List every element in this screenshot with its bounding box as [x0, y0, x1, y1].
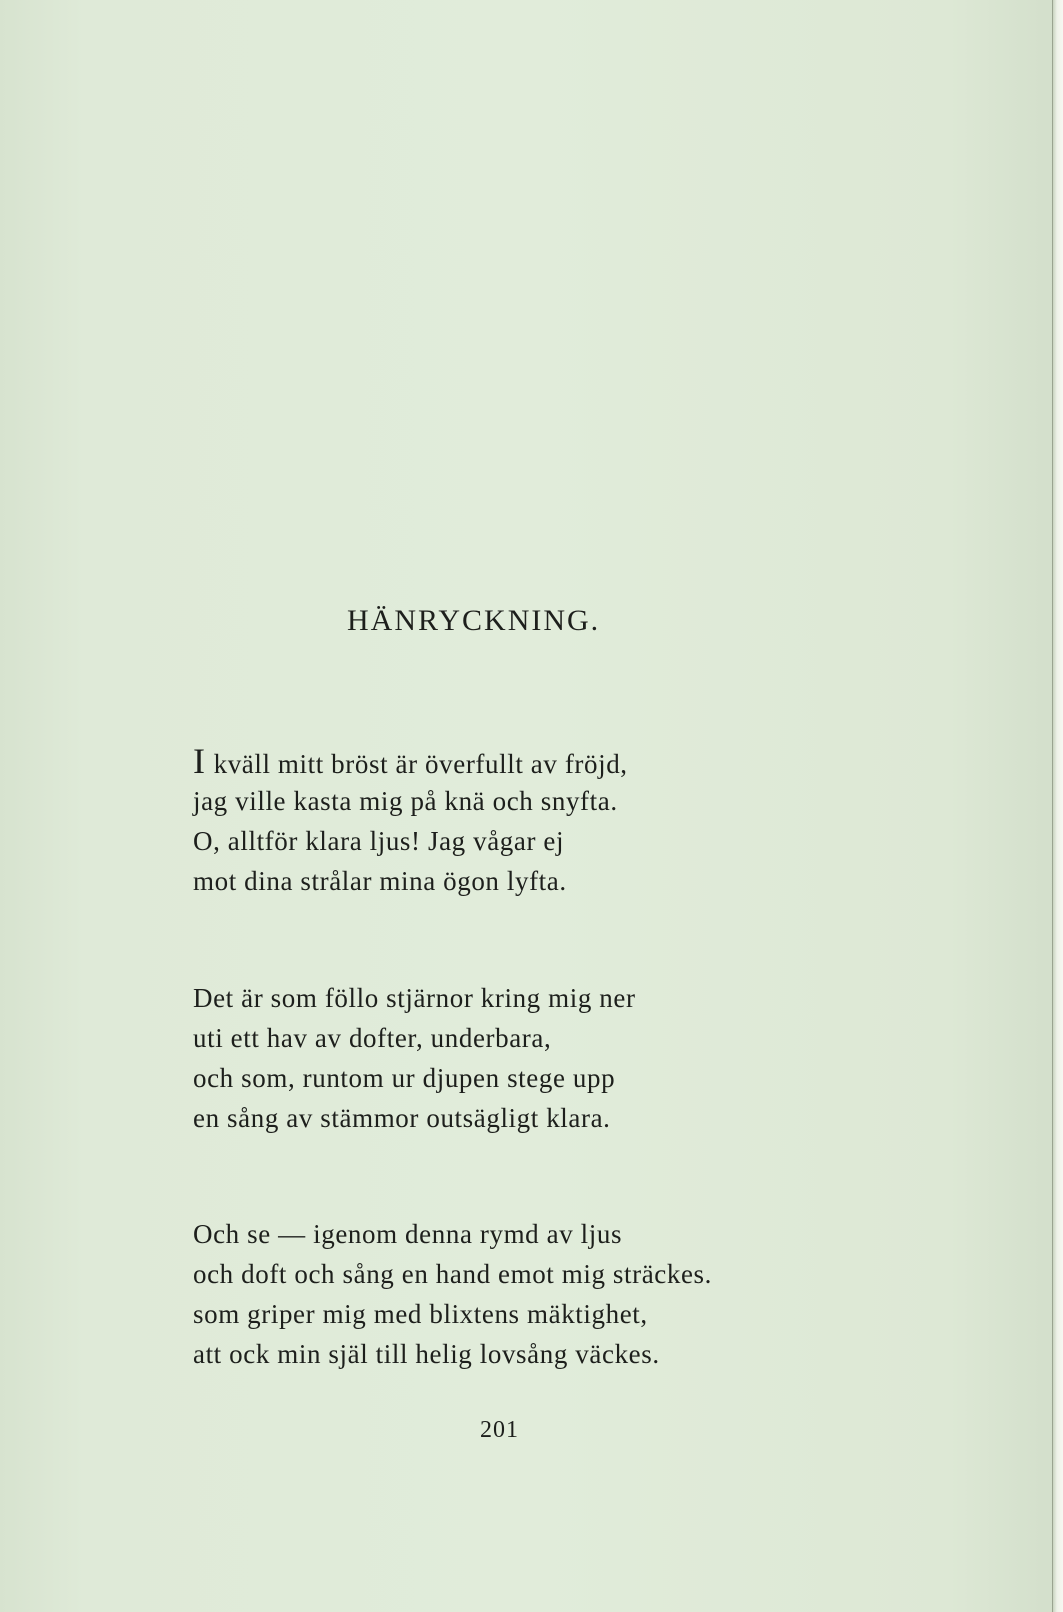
poem-line: som griper mig med blixtens mäktighet,	[193, 1299, 648, 1329]
poem-line: att ock min själ till helig lovsång väckes.	[193, 1339, 660, 1369]
page-number: 201	[480, 1417, 519, 1443]
poem-line: Det är som föllo stjärnor kring mig ner	[193, 983, 636, 1013]
poem-line: O, alltför klara ljus! Jag vågar ej	[193, 826, 565, 856]
poem-line: och som, runtom ur djupen stege upp	[193, 1063, 616, 1093]
poem-line: och doft och sång en hand emot mig sträckes.	[193, 1259, 713, 1289]
poem-line: uti ett hav av dofter, underbara,	[193, 1023, 552, 1053]
stanza-2	[193, 978, 636, 1138]
poem-line	[193, 741, 628, 781]
first-line-text: kväll mitt bröst är överfullt av fröjd,	[213, 749, 628, 779]
poem-title: HÄNRYCKNING.	[347, 604, 601, 637]
initial-letter: I	[193, 741, 206, 781]
poem-line: jag ville kasta mig på knä och snyfta.	[193, 786, 618, 816]
poem-line: en sång av stämmor outsägligt klara.	[193, 1103, 611, 1133]
page-edge	[1052, 0, 1063, 1612]
poem-line: Och se — igenom denna rymd av ljus	[193, 1219, 623, 1249]
stanza-3	[193, 1214, 712, 1374]
poem-line: mot dina strålar mina ögon lyfta.	[193, 866, 567, 896]
stanza-1	[193, 741, 628, 901]
